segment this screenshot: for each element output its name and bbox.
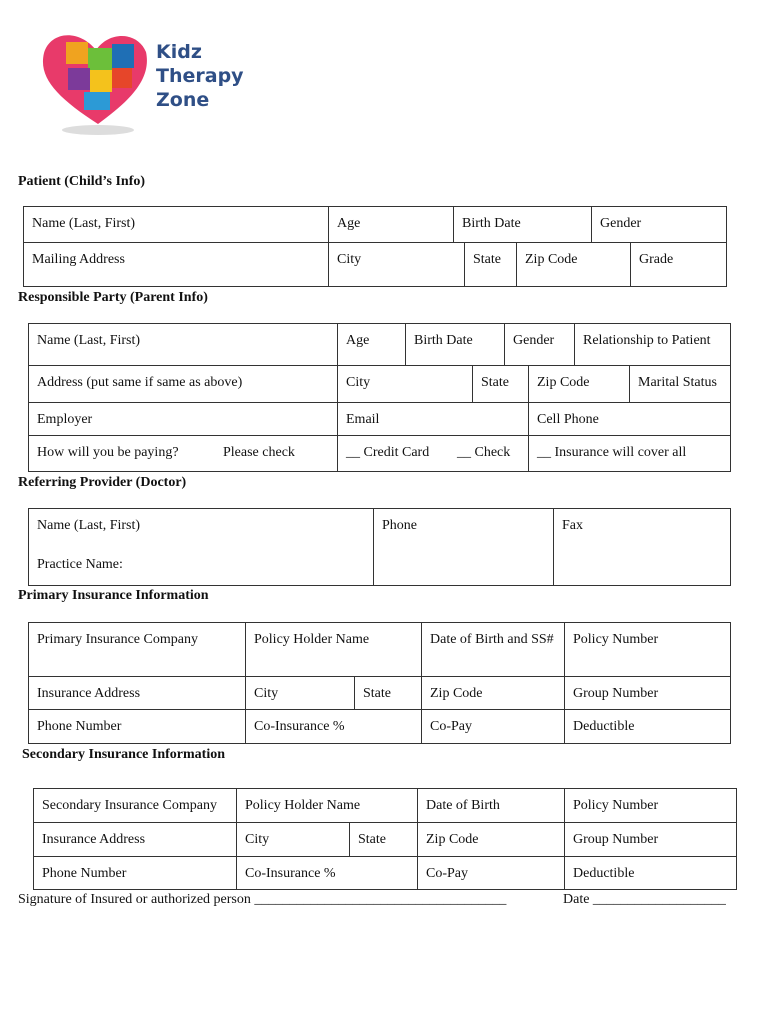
referring-name-field[interactable]	[28, 508, 374, 586]
secondary-copay-field[interactable]: Co-Pay	[417, 856, 565, 890]
please-check-label: Please check	[223, 445, 295, 460]
primary-city-field[interactable]: City	[245, 676, 355, 710]
patient-state-field[interactable]: State	[464, 242, 517, 287]
secondary-address-field[interactable]: Insurance Address	[33, 822, 237, 857]
primary-address-field[interactable]: Insurance Address	[28, 676, 246, 710]
parent-heading: Responsible Party (Parent Info)	[18, 290, 208, 305]
primary-state-field[interactable]: State	[354, 676, 422, 710]
secondary-company-field[interactable]: Secondary Insurance Company	[33, 788, 237, 823]
secondary-group-field[interactable]: Group Number	[564, 822, 737, 857]
secondary-coinsurance-field[interactable]: Co-Insurance %	[236, 856, 418, 890]
payment-options-cell	[337, 435, 529, 472]
secondary-city-field[interactable]: City	[236, 822, 350, 857]
insurance-cover-option[interactable]: __ Insurance will cover all	[528, 435, 731, 472]
parent-name-field[interactable]: Name (Last, First)	[28, 323, 338, 366]
primary-coinsurance-field[interactable]: Co-Insurance %	[245, 709, 422, 744]
secondary-state-field[interactable]: State	[349, 822, 418, 857]
primary-policy-field[interactable]: Policy Number	[564, 622, 731, 677]
secondary-insurance-heading: Secondary Insurance Information	[22, 747, 226, 762]
primary-holder-field[interactable]: Policy Holder Name	[245, 622, 422, 677]
patient-grade-field[interactable]: Grade	[630, 242, 727, 287]
patient-zip-field[interactable]: Zip Code	[516, 242, 631, 287]
parent-zip-field[interactable]: Zip Code	[528, 365, 630, 403]
referring-name-label: Name (Last, First)	[37, 518, 141, 533]
primary-deductible-field[interactable]: Deductible	[564, 709, 731, 744]
primary-company-field[interactable]: Primary Insurance Company	[28, 622, 246, 677]
payment-question: How will you be paying?	[37, 445, 179, 460]
patient-name-field[interactable]: Name (Last, First)	[23, 206, 329, 243]
primary-phone-field[interactable]: Phone Number	[28, 709, 246, 744]
parent-marital-status-field[interactable]: Marital Status	[629, 365, 731, 403]
primary-zip-field[interactable]: Zip Code	[421, 676, 565, 710]
parent-gender-field[interactable]: Gender	[504, 323, 575, 366]
parent-employer-field[interactable]: Employer	[28, 402, 338, 436]
brand-line-1: Kidz	[156, 41, 202, 63]
parent-birth-date-field[interactable]: Birth Date	[405, 323, 505, 366]
parent-age-field[interactable]: Age	[337, 323, 406, 366]
payment-method-row	[28, 435, 338, 472]
patient-gender-field[interactable]: Gender	[591, 206, 727, 243]
secondary-holder-field[interactable]: Policy Holder Name	[236, 788, 418, 823]
parent-cell-phone-field[interactable]: Cell Phone	[528, 402, 731, 436]
secondary-deductible-field[interactable]: Deductible	[564, 856, 737, 890]
brand-line-3: Zone	[156, 89, 210, 111]
patient-mailing-address-field[interactable]: Mailing Address	[23, 242, 329, 287]
referring-phone-field[interactable]: Phone	[373, 508, 554, 586]
parent-state-field[interactable]: State	[472, 365, 529, 403]
patient-birth-date-field[interactable]: Birth Date	[453, 206, 592, 243]
brand-line-2: Therapy	[156, 65, 244, 87]
primary-dob-field[interactable]: Date of Birth and SS#	[421, 622, 565, 677]
credit-card-option[interactable]: __ Credit Card	[346, 445, 430, 460]
date-line[interactable]: Date ___________________	[563, 892, 726, 907]
parent-address-field[interactable]: Address (put same if same as above)	[28, 365, 338, 403]
secondary-phone-field[interactable]: Phone Number	[33, 856, 237, 890]
practice-name-label: Practice Name:	[37, 557, 123, 572]
referring-fax-field[interactable]: Fax	[553, 508, 731, 586]
secondary-dob-field[interactable]: Date of Birth	[417, 788, 565, 823]
brand-name	[156, 40, 244, 112]
primary-group-field[interactable]: Group Number	[564, 676, 731, 710]
primary-insurance-heading: Primary Insurance Information	[18, 588, 209, 603]
referring-heading: Referring Provider (Doctor)	[18, 475, 187, 490]
secondary-policy-field[interactable]: Policy Number	[564, 788, 737, 823]
secondary-zip-field[interactable]: Zip Code	[417, 822, 565, 857]
patient-city-field[interactable]: City	[328, 242, 465, 287]
patient-age-field[interactable]: Age	[328, 206, 454, 243]
parent-relationship-field[interactable]: Relationship to Patient	[574, 323, 731, 366]
check-option[interactable]: __ Check	[457, 445, 511, 460]
signature-line[interactable]: Signature of Insured or authorized person ____________________________________	[18, 892, 507, 907]
parent-email-field[interactable]: Email	[337, 402, 529, 436]
parent-city-field[interactable]: City	[337, 365, 473, 403]
patient-heading: Patient (Child’s Info)	[18, 174, 146, 189]
primary-copay-field[interactable]: Co-Pay	[421, 709, 565, 744]
